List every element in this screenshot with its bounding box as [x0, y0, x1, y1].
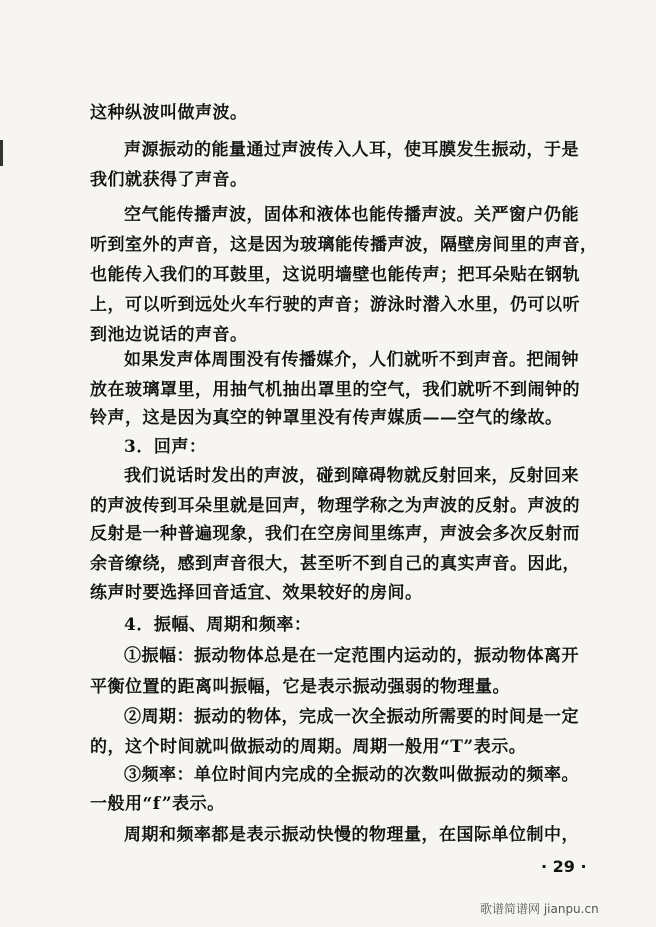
- text-line-13: 我们说话时发出的声波，碰到障碍物就反射回来，反射回来: [124, 466, 579, 486]
- text-line-3: 我们就获得了声音。: [90, 170, 248, 190]
- text-line-10: 放在玻璃罩里，用抽气机抽出罩里的空气，我们就听不到闹钟的: [90, 380, 580, 400]
- text-line-2: 声源振动的能量通过声波传入人耳，使耳膜发生振动，于是: [124, 140, 579, 160]
- text-line-1: 这种纵波叫做声波。: [90, 103, 248, 123]
- text-line-25: 周期和频率都是表示振动快慢的物理量，在国际单位制中，: [124, 825, 579, 845]
- text-line-22: 的，这个时间就叫做振动的周期。周期一般用“T”表示。: [90, 737, 527, 757]
- section-heading-echo: 3．回声：: [124, 437, 207, 457]
- section-heading-amplitude: 4．振幅、周期和频率：: [124, 615, 312, 635]
- text-line-15: 反射是一种普遍现象，我们在空房间里练声，声波会多次反射而: [90, 524, 580, 544]
- text-line-8: 到池边说话的声音。: [90, 325, 248, 345]
- text-line-4: 空气能传播声波，固体和液体也能传播声波。关严窗户仍能: [124, 205, 579, 225]
- watermark: 歌谱简谱网 jianpu.cn: [480, 902, 599, 916]
- text-line-11: 铃声，这是因为真空的钟罩里没有传声媒质——空气的缘故。: [90, 408, 563, 428]
- scan-edge-mark: [0, 140, 3, 166]
- text-line-7: 上，可以听到远处火车行驶的声音；游泳时潜入水里，仍可以听: [90, 295, 580, 315]
- text-line-24: 一般用“f”表示。: [90, 794, 225, 814]
- text-line-14: 的声波传到耳朵里就是回声，物理学称之为声波的反射。声波的: [90, 496, 580, 516]
- text-line-17: 练声时要选择回音适宜、效果较好的房间。: [90, 583, 423, 603]
- text-line-16: 余音缭绕，感到声音很大，甚至听不到自己的真实声音。因此，: [90, 554, 580, 574]
- text-line-6: 也能传入我们的耳鼓里，这说明墙壁也能传声；把耳朵贴在钢轨: [90, 265, 580, 285]
- text-line-9: 如果发声体周围没有传播媒介，人们就听不到声音。把闹钟: [124, 350, 579, 370]
- text-line-20: 平衡位置的距离叫振幅，它是表示振动强弱的物理量。: [90, 677, 510, 697]
- text-line-5: 听到室外的声音，这是因为玻璃能传播声波，隔壁房间里的声音，: [90, 235, 598, 255]
- text-line-19: ①振幅：振动物体总是在一定范围内运动的，振动物体离开: [124, 646, 579, 666]
- text-line-21: ②周期：振动的物体，完成一次全振动所需要的时间是一定: [124, 707, 579, 727]
- text-line-23: ③频率：单位时间内完成的全振动的次数叫做振动的频率。: [124, 765, 579, 785]
- page-number: · 29 ·: [541, 857, 587, 876]
